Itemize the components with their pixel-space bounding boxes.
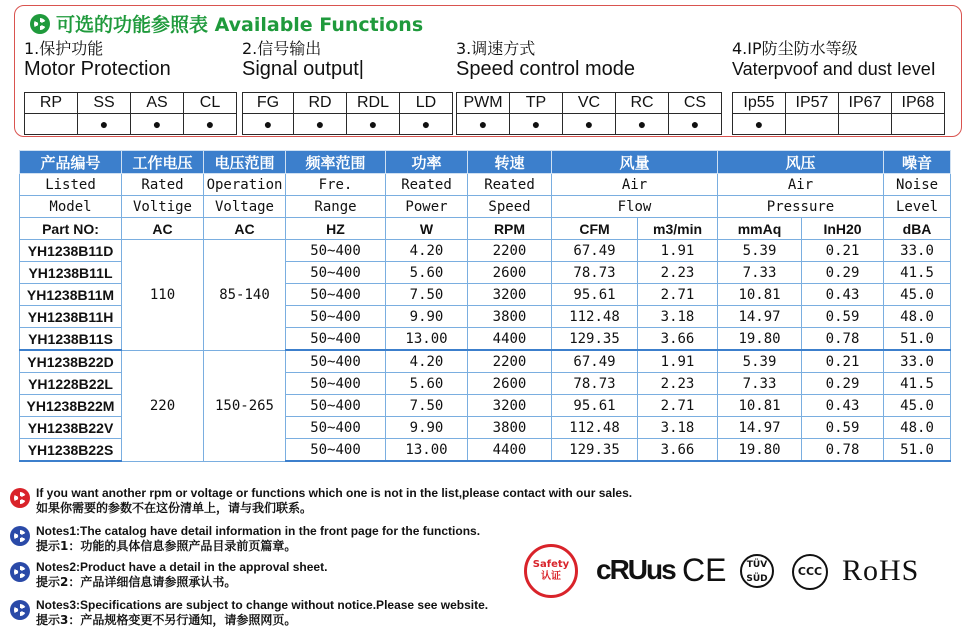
functions-title: [30, 10, 423, 37]
category-ip-rating: [732, 40, 936, 80]
header-rated-voltage: 工作电压: [122, 151, 204, 174]
table-cell: 9.90: [386, 417, 468, 439]
table-cell: 0.29: [802, 262, 884, 284]
table-cell: 2600: [468, 262, 552, 284]
header-cell: Fre.: [286, 174, 386, 196]
note-en: Notes1:The catalog have detail information in the front page for the functions.: [36, 524, 481, 538]
function-dot: [892, 114, 945, 135]
function-dot: ●: [563, 114, 616, 135]
model-cell: YH1238B22S: [20, 439, 122, 462]
function-code: IP68: [892, 93, 945, 114]
table-cell: 50~400: [286, 395, 386, 417]
header-cell: RPM: [468, 218, 552, 240]
table-cell: 41.5: [884, 373, 951, 395]
table-cell: 4.20: [386, 240, 468, 262]
voltage-range-cell: 150-265: [204, 350, 286, 461]
category-zh: 1.保护功能: [24, 39, 104, 58]
table-cell: 13.00: [386, 328, 468, 351]
model-cell: YH1238B22V: [20, 417, 122, 439]
table-cell: 0.43: [802, 395, 884, 417]
blue-fan-icon: [10, 526, 30, 546]
category-en: Signal output|: [242, 58, 364, 80]
note-contact: [10, 486, 632, 516]
table-cell: 95.61: [552, 284, 638, 306]
header-cell: AC: [122, 218, 204, 240]
table-cell: 78.73: [552, 262, 638, 284]
table-cell: 2200: [468, 350, 552, 373]
function-dot: ●: [669, 114, 722, 135]
header-cell: Reated: [386, 174, 468, 196]
header-cell: Range: [286, 196, 386, 218]
table-cell: 5.60: [386, 262, 468, 284]
function-dot: ●: [78, 114, 131, 135]
function-code: RDL: [347, 93, 400, 114]
function-dot: ●: [243, 114, 294, 135]
function-code: PWM: [457, 93, 510, 114]
function-dot: ●: [347, 114, 400, 135]
category-en: Vaterpvoof and dust IeveI: [732, 59, 936, 79]
header-part-no: 产品编号: [20, 151, 122, 174]
table-cell: 41.5: [884, 262, 951, 284]
table-cell: 3.18: [638, 417, 718, 439]
table-cell: 2.23: [638, 373, 718, 395]
table-cell: 48.0: [884, 417, 951, 439]
header-cell: Flow: [552, 196, 718, 218]
function-dot: ●: [184, 114, 237, 135]
tuv-logo: [740, 554, 774, 588]
function-code: VC: [563, 93, 616, 114]
table-cell: 0.21: [802, 240, 884, 262]
function-code: CS: [669, 93, 722, 114]
note-zh: 提示3：产品规格变更不另行通知，请参照网页。: [36, 613, 297, 627]
table-cell: 78.73: [552, 373, 638, 395]
table-cell: 50~400: [286, 240, 386, 262]
function-code: SS: [78, 93, 131, 114]
header-noise: 噪音: [884, 151, 951, 174]
ccc-logo: CCC: [792, 554, 828, 590]
note-en: Notes2:Product have a detail in the approval sheet.: [36, 560, 328, 574]
model-cell: YH1238B11S: [20, 328, 122, 351]
header-cell: CFM: [552, 218, 638, 240]
note-3: [10, 598, 488, 628]
table-cell: 2200: [468, 240, 552, 262]
table-cell: 7.50: [386, 395, 468, 417]
table-cell: 95.61: [552, 395, 638, 417]
category-en: Speed control mode: [456, 58, 636, 80]
table-cell: 19.80: [718, 439, 802, 462]
table-cell: 48.0: [884, 306, 951, 328]
model-cell: YH1238B11M: [20, 284, 122, 306]
header-cell: Noise: [884, 174, 951, 196]
function-dot: ●: [510, 114, 563, 135]
table-cell: 50~400: [286, 350, 386, 373]
table-cell: 67.49: [552, 240, 638, 262]
table-cell: 67.49: [552, 350, 638, 373]
table-cell: 3.66: [638, 439, 718, 462]
table-cell: 112.48: [552, 306, 638, 328]
table-cell: 3.66: [638, 328, 718, 351]
table-cell: 2600: [468, 373, 552, 395]
header-cell: Rated: [122, 174, 204, 196]
red-fan-icon: [10, 488, 30, 508]
function-dot: [786, 114, 839, 135]
function-code: Ip55: [733, 93, 786, 114]
voltage-cell: 110: [122, 240, 204, 351]
header-airflow: 风量: [552, 151, 718, 174]
table-cell: 9.90: [386, 306, 468, 328]
header-cell: W: [386, 218, 468, 240]
model-cell: YH1238B22D: [20, 350, 122, 373]
table-cell: 0.21: [802, 350, 884, 373]
table-cell: 129.35: [552, 439, 638, 462]
note-en: If you want another rpm or voltage or functions which one is not in the list,please contact with our sales.: [36, 486, 633, 500]
category-en: Motor Protection: [24, 58, 171, 80]
note-1: [10, 524, 480, 554]
table-cell: 10.81: [718, 284, 802, 306]
functions-title-text: 可选的功能参照表 Available Functions: [56, 14, 424, 36]
function-dot: ●: [131, 114, 184, 135]
header-cell: Reated: [468, 174, 552, 196]
table-cell: 50~400: [286, 306, 386, 328]
header-cell: AC: [204, 218, 286, 240]
table-cell: 50~400: [286, 262, 386, 284]
function-code: CL: [184, 93, 237, 114]
table-cell: 45.0: [884, 395, 951, 417]
table-cell: 5.39: [718, 240, 802, 262]
table-cell: 3200: [468, 395, 552, 417]
voltage-range-cell: 85-140: [204, 240, 286, 351]
function-code: RP: [25, 93, 78, 114]
category-zh: 4.IP防尘防水等级: [732, 39, 858, 58]
header-cell: Air: [718, 174, 884, 196]
header-cell: Speed: [468, 196, 552, 218]
header-cell: Model: [20, 196, 122, 218]
note-zh: 提示1：功能的具体信息参照产品目录前页篇章。: [36, 539, 297, 553]
header-cell: Air: [552, 174, 718, 196]
header-pressure: 风压: [718, 151, 884, 174]
table-cell: 0.29: [802, 373, 884, 395]
table-cell: 0.59: [802, 417, 884, 439]
table-cell: 50~400: [286, 328, 386, 351]
table-cell: 7.33: [718, 373, 802, 395]
header-cell: InH20: [802, 218, 884, 240]
table-row: [20, 240, 951, 262]
table-cell: 14.97: [718, 417, 802, 439]
header-cell: Operation: [204, 174, 286, 196]
table-cell: 129.35: [552, 328, 638, 351]
category-speed-control: [456, 40, 635, 80]
function-table-speed: [456, 92, 722, 135]
note-en: Notes3:Specifications are subject to change without notice.Please see website.: [36, 598, 489, 612]
header-cell: mmAq: [718, 218, 802, 240]
function-dot: [839, 114, 892, 135]
table-cell: 4400: [468, 328, 552, 351]
table-cell: 3200: [468, 284, 552, 306]
table-cell: 33.0: [884, 240, 951, 262]
safety-logo-en: Safety: [532, 559, 570, 570]
function-code: IP67: [839, 93, 892, 114]
category-signal-output: [242, 40, 364, 80]
note-2: [10, 560, 327, 590]
function-code: LD: [400, 93, 453, 114]
ce-logo: CE: [682, 552, 727, 588]
table-cell: 3800: [468, 306, 552, 328]
table-cell: 51.0: [884, 439, 951, 462]
header-cell: m3/min: [638, 218, 718, 240]
header-voltage-range: 电压范围: [204, 151, 286, 174]
green-fan-icon: [30, 14, 50, 34]
table-cell: 2.71: [638, 284, 718, 306]
table-cell: 45.0: [884, 284, 951, 306]
voltage-cell: 220: [122, 350, 204, 461]
blue-fan-icon: [10, 562, 30, 582]
table-cell: 0.78: [802, 328, 884, 351]
table-cell: 13.00: [386, 439, 468, 462]
header-cell: Pressure: [718, 196, 884, 218]
table-cell: 14.97: [718, 306, 802, 328]
table-cell: 7.50: [386, 284, 468, 306]
header-cell: Part NO:: [20, 218, 122, 240]
header-cell: Listed: [20, 174, 122, 196]
table-cell: 0.78: [802, 439, 884, 462]
header-speed: 转速: [468, 151, 552, 174]
table-cell: 4400: [468, 439, 552, 462]
function-dot: [25, 114, 78, 135]
function-code: AS: [131, 93, 184, 114]
table-cell: 50~400: [286, 439, 386, 462]
function-code: RD: [294, 93, 347, 114]
tuv-logo-top: TÜV: [746, 560, 768, 570]
header-frequency: 频率范围: [286, 151, 386, 174]
safety-certification-logo: [524, 544, 578, 598]
header-cell: dBA: [884, 218, 951, 240]
category-motor-protection: [24, 40, 171, 80]
note-zh: 提示2：产品详细信息请参照承认书。: [36, 575, 237, 589]
header-power: 功率: [386, 151, 468, 174]
table-cell: 3800: [468, 417, 552, 439]
header-cell: Voltage: [204, 196, 286, 218]
blue-fan-icon: [10, 600, 30, 620]
function-dot: ●: [733, 114, 786, 135]
function-table-ip: [732, 92, 945, 135]
table-cell: 50~400: [286, 373, 386, 395]
table-cell: 19.80: [718, 328, 802, 351]
table-cell: 33.0: [884, 350, 951, 373]
spec-table: [19, 150, 951, 462]
category-zh: 2.信号输出: [242, 39, 322, 58]
header-cell: Level: [884, 196, 951, 218]
table-cell: 112.48: [552, 417, 638, 439]
header-cell: Power: [386, 196, 468, 218]
table-cell: 51.0: [884, 328, 951, 351]
model-cell: YH1238B22M: [20, 395, 122, 417]
table-cell: 3.18: [638, 306, 718, 328]
category-zh: 3.调速方式: [456, 39, 536, 58]
function-dot: ●: [294, 114, 347, 135]
function-code: RC: [616, 93, 669, 114]
tuv-logo-bottom: SÜD: [746, 574, 768, 584]
table-cell: 10.81: [718, 395, 802, 417]
function-table-protection: [24, 92, 237, 135]
table-cell: 50~400: [286, 284, 386, 306]
function-dot: ●: [457, 114, 510, 135]
model-cell: YH1228B22L: [20, 373, 122, 395]
table-cell: 0.43: [802, 284, 884, 306]
header-cell: Voltige: [122, 196, 204, 218]
ul-logo: cRUus: [596, 554, 675, 585]
table-cell: 5.39: [718, 350, 802, 373]
function-code: IP57: [786, 93, 839, 114]
table-cell: 5.60: [386, 373, 468, 395]
model-cell: YH1238B11D: [20, 240, 122, 262]
table-cell: 1.91: [638, 350, 718, 373]
function-dot: ●: [400, 114, 453, 135]
function-code: FG: [243, 93, 294, 114]
safety-logo-zh: 认证: [541, 571, 561, 582]
table-cell: 1.91: [638, 240, 718, 262]
table-row: [20, 350, 951, 373]
rohs-logo: RoHS: [842, 554, 920, 587]
table-cell: 2.71: [638, 395, 718, 417]
table-cell: 0.59: [802, 306, 884, 328]
certification-logos: [520, 540, 940, 600]
note-zh: 如果你需要的参数不在这份清单上，请与我们联系。: [36, 501, 313, 515]
function-table-signal: [242, 92, 453, 135]
model-cell: YH1238B11L: [20, 262, 122, 284]
function-code: TP: [510, 93, 563, 114]
table-cell: 50~400: [286, 417, 386, 439]
table-cell: 2.23: [638, 262, 718, 284]
model-cell: YH1238B11H: [20, 306, 122, 328]
table-cell: 4.20: [386, 350, 468, 373]
function-dot: ●: [616, 114, 669, 135]
header-cell: HZ: [286, 218, 386, 240]
table-cell: 7.33: [718, 262, 802, 284]
